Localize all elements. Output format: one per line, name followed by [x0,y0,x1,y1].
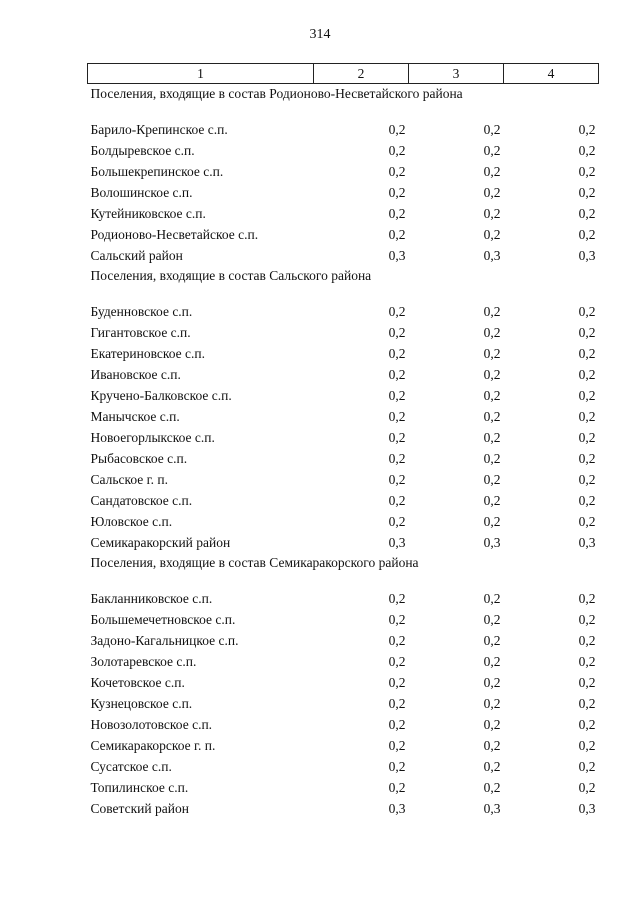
settlement-name: Волошинское с.п. [90,185,193,200]
value-cell-col2: 0,2 [388,633,406,648]
table-body [88,84,599,820]
settlement-name: Болдыревское с.п. [90,143,195,158]
value-cell-col2: 0,2 [388,430,406,445]
value-cell-col4: 0,2 [578,759,596,774]
section-heading-row [88,553,599,588]
value-cell-col3: 0,2 [483,472,501,487]
settlement-name: Новозолотовское с.п. [90,717,213,732]
table-row [88,406,599,427]
value-cell-col4: 0,2 [578,122,596,137]
table-row [88,588,599,609]
table-row [88,756,599,777]
value-cell-col4: 0,2 [578,675,596,690]
table-row [88,609,599,630]
value-cell-col4: 0,3 [578,248,596,263]
value-cell-col3: 0,2 [483,780,501,795]
value-cell-col2: 0,2 [388,514,406,529]
value-cell-col2: 0,2 [388,472,406,487]
value-cell-col2: 0,2 [388,185,406,200]
table-row [88,672,599,693]
value-cell-col3: 0,2 [483,227,501,242]
table-row [88,735,599,756]
table-row [88,511,599,532]
value-cell-col4: 0,2 [578,780,596,795]
section-heading: Поселения, входящие в состав Родионово-Несветайского района [90,86,463,101]
value-cell-col2: 0,2 [388,612,406,627]
value-cell-col2: 0,2 [388,591,406,606]
settlement-name: Сальское г. п. [90,472,169,487]
value-cell-col2: 0,2 [388,164,406,179]
value-cell-col4: 0,2 [578,738,596,753]
value-cell-col2: 0,2 [388,696,406,711]
table-row [88,693,599,714]
table-row [88,203,599,224]
settlement-name: Гигантовское с.п. [90,325,191,340]
settlement-name: Советский район [90,801,189,816]
value-cell-col2: 0,2 [388,717,406,732]
table-header [88,64,599,84]
value-cell-col4: 0,2 [578,325,596,340]
table-row [88,469,599,490]
value-cell-col3: 0,2 [483,388,501,403]
table-row [88,140,599,161]
value-cell-col3: 0,2 [483,122,501,137]
value-cell-col4: 0,2 [578,633,596,648]
value-cell-col2: 0,3 [388,801,406,816]
value-cell-col4: 0,2 [578,388,596,403]
value-cell-col2: 0,2 [388,122,406,137]
value-cell-col3: 0,2 [483,717,501,732]
value-cell-col2: 0,2 [388,367,406,382]
value-cell-col3: 0,2 [483,367,501,382]
value-cell-col3: 0,2 [483,675,501,690]
table-row [88,714,599,735]
table-row [88,651,599,672]
table-row [88,448,599,469]
value-cell-col3: 0,2 [483,654,501,669]
value-cell-col3: 0,2 [483,409,501,424]
settlement-name: Юловское с.п. [90,514,173,529]
settlement-name: Сусатское с.п. [90,759,172,774]
value-cell-col4: 0,2 [578,591,596,606]
table-row [88,385,599,406]
settlement-name: Кочетовское с.п. [90,675,185,690]
value-cell-col2: 0,2 [388,654,406,669]
value-cell-col4: 0,2 [578,346,596,361]
section-heading-row [88,266,599,301]
value-cell-col4: 0,2 [578,514,596,529]
rates-table [87,63,599,819]
table-row [88,161,599,182]
value-cell-col4: 0,2 [578,654,596,669]
value-cell-col3: 0,2 [483,738,501,753]
value-cell-col4: 0,3 [578,535,596,550]
value-cell-col4: 0,2 [578,227,596,242]
value-cell-col4: 0,2 [578,451,596,466]
value-cell-col3: 0,2 [483,430,501,445]
value-cell-col4: 0,2 [578,717,596,732]
settlement-name: Ивановское с.п. [90,367,181,382]
value-cell-col4: 0,2 [578,143,596,158]
value-cell-col2: 0,2 [388,388,406,403]
table-row [88,777,599,798]
value-cell-col3: 0,2 [483,143,501,158]
value-cell-col3: 0,2 [483,346,501,361]
value-cell-col3: 0,2 [483,493,501,508]
section-heading: Поселения, входящие в состав Сальского района [90,268,372,283]
value-cell-col4: 0,2 [578,185,596,200]
table-row [88,224,599,245]
value-cell-col2: 0,2 [388,738,406,753]
settlement-name: Топилинское с.п. [90,780,189,795]
value-cell-col4: 0,3 [578,801,596,816]
value-cell-col2: 0,2 [388,143,406,158]
table-row [88,245,599,266]
table-row [88,182,599,203]
value-cell-col3: 0,2 [483,612,501,627]
settlement-name: Семикаракорский район [90,535,231,550]
settlement-name: Кузнецовское с.п. [90,696,193,711]
value-cell-col3: 0,2 [483,514,501,529]
table-row [88,490,599,511]
section-heading-row [88,84,599,120]
settlement-name: Кутейниковское с.п. [90,206,206,221]
table-row [88,322,599,343]
value-cell-col3: 0,2 [483,304,501,319]
value-cell-col3: 0,2 [483,451,501,466]
section-heading: Поселения, входящие в состав Семикаракорского района [90,555,419,570]
value-cell-col3: 0,2 [483,696,501,711]
column-header-2: 2 [314,64,409,84]
value-cell-col4: 0,2 [578,206,596,221]
page-number: 314 [309,27,331,42]
value-cell-col2: 0,2 [388,780,406,795]
settlement-name: Большекрепинское с.п. [90,164,224,179]
settlement-name: Кручено-Балковское с.п. [90,388,232,403]
value-cell-col2: 0,2 [388,451,406,466]
value-cell-col3: 0,2 [483,325,501,340]
value-cell-col3: 0,2 [483,206,501,221]
value-cell-col3: 0,2 [483,164,501,179]
settlement-name: Бакланниковское с.п. [90,591,213,606]
value-cell-col3: 0,2 [483,633,501,648]
settlement-name: Большемечетновское с.п. [90,612,236,627]
settlement-name: Манычское с.п. [90,409,180,424]
value-cell-col2: 0,2 [388,759,406,774]
value-cell-col4: 0,2 [578,409,596,424]
settlement-name: Буденновское с.п. [90,304,193,319]
value-cell-col4: 0,2 [578,367,596,382]
settlement-name: Екатериновское с.п. [90,346,205,361]
settlement-name: Золотаревское с.п. [90,654,197,669]
header-row [88,64,599,84]
column-header-4: 4 [504,64,599,84]
value-cell-col3: 0,2 [483,185,501,200]
table-row [88,532,599,553]
value-cell-col2: 0,2 [388,325,406,340]
value-cell-col4: 0,2 [578,472,596,487]
value-cell-col2: 0,2 [388,227,406,242]
column-header-1: 1 [88,64,314,84]
table-row [88,301,599,322]
value-cell-col2: 0,2 [388,346,406,361]
value-cell-col3: 0,3 [483,248,501,263]
value-cell-col4: 0,2 [578,164,596,179]
value-cell-col3: 0,2 [483,759,501,774]
value-cell-col2: 0,3 [388,535,406,550]
value-cell-col2: 0,2 [388,493,406,508]
value-cell-col2: 0,2 [388,304,406,319]
table-row [88,119,599,140]
value-cell-col2: 0,2 [388,409,406,424]
value-cell-col3: 0,3 [483,535,501,550]
value-cell-col3: 0,2 [483,591,501,606]
table-row [88,364,599,385]
settlement-name: Рыбасовское с.п. [90,451,188,466]
settlement-name: Новоегорлыкское с.п. [90,430,215,445]
value-cell-col4: 0,2 [578,696,596,711]
settlement-name: Сальский район [90,248,183,263]
table-row [88,630,599,651]
value-cell-col2: 0,2 [388,206,406,221]
value-cell-col3: 0,3 [483,801,501,816]
table-row [88,343,599,364]
value-cell-col4: 0,2 [578,612,596,627]
table-row [88,427,599,448]
settlement-name: Барило-Крепинское с.п. [90,122,228,137]
value-cell-col4: 0,2 [578,493,596,508]
settlement-name: Родионово-Несветайское с.п. [90,227,259,242]
value-cell-col4: 0,2 [578,304,596,319]
table-row [88,798,599,819]
value-cell-col2: 0,2 [388,675,406,690]
column-header-3: 3 [409,64,504,84]
value-cell-col4: 0,2 [578,430,596,445]
settlement-name: Семикаракорское г. п. [90,738,216,753]
value-cell-col2: 0,3 [388,248,406,263]
settlement-name: Задоно-Кагальницкое с.п. [90,633,239,648]
settlement-name: Сандатовское с.п. [90,493,193,508]
